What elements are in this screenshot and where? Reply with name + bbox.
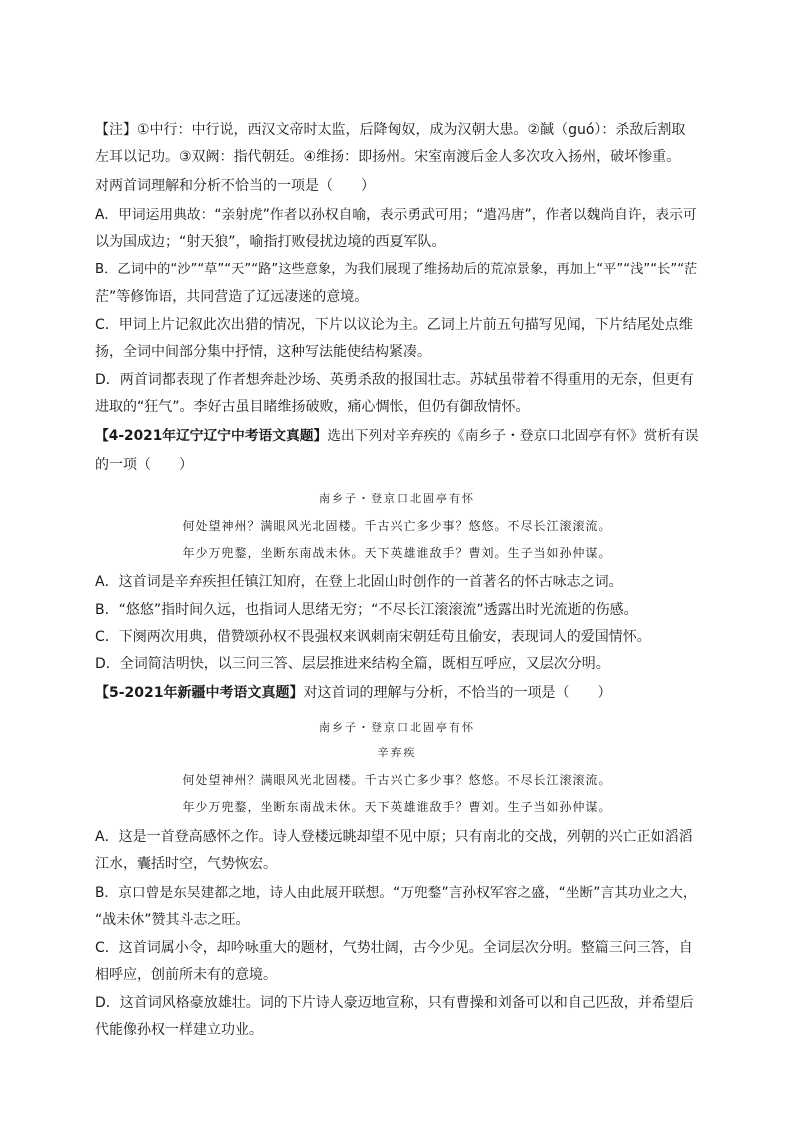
q5-stem — [95, 683, 707, 703]
q5-option-b-line-2: “战未休”赞其斗志之旺。 — [95, 912, 250, 928]
q4-option-d: D．全词简洁明快，以三问三答、层层推进来结构全篇，既相互呼应，又层次分明。 — [95, 656, 610, 672]
q5-option-d-line-1: D．这首词风格豪放雄壮。词的下片诗人豪迈地宣称，只有曹操和刘备可以和自己匹敌，并希望后 — [95, 995, 694, 1011]
q4-option-a: A．这首词是辛弃疾担任镇江知府，在登上北固山时创作的一首著名的怀古咏志之词。 — [95, 574, 623, 590]
q3-option-d-line-2: 进取的“狂气”。李好古虽目睹维扬破败，痛心惆怅，但仍有御敌情怀。 — [95, 399, 530, 415]
q4-poem-line-1: 何处望神州？满眼风光北固楼。千古兴亡多少事？悠悠。不尽长江滚滚流。 — [182, 519, 612, 533]
q3-option-b-line-1: B．乙词中的“沙”“草”“天”“路”这些意象，为我们展现了维扬劫后的荒凉景象，再加上“平”“浅”“长”“茫 — [95, 262, 698, 277]
q4-option-c: C．下阕两次用典，借赞颂孙权不畏强权来讽刺南宋朝廷苟且偷安，表现词人的爱国情怀。 — [95, 629, 651, 645]
q4-poem-line-2: 年少万兜鍪，坐断东南战未休。天下英雄谁敌手？曹刘。生子当如孙仲谋。 — [182, 546, 612, 560]
q5-option-c-line-2: 相呼应，创前所未有的意境。 — [95, 967, 277, 983]
q4-stem-line-1 — [95, 426, 707, 446]
q5-option-a-line-1: A．这是一首登高感怀之作。诗人登楼远眺却望不见中原；只有南北的交战，列朝的兴亡正如滔滔 — [95, 829, 693, 845]
note-line-2: 左耳以记功。③双阙：指代朝廷。④维扬：即扬州。宋室南渡后金人多次攻入扬州，破坏惨重。 — [95, 149, 681, 165]
q5-poem-author: 辛弃疾 — [377, 746, 417, 759]
q5-poem-line-1: 何处望神州？满眼风光北固楼。千古兴亡多少事？悠悠。不尽长江滚滚流。 — [182, 773, 612, 787]
q4-stem-text: 选出下列对辛弃疾的《南乡子・登京口北固亭有怀》赏析有误 — [327, 428, 699, 444]
q5-option-a-line-2: 江水，囊括时空，气势恢宏。 — [95, 856, 277, 872]
q4-source-tag: 【4-2021年辽宁辽宁中考语文真题】 — [95, 428, 328, 444]
q5-option-c-line-1: C．这首词属小令，却吟咏重大的题材，气势壮阔，古今少见。全词层次分明。整篇三问三答，自 — [95, 940, 693, 956]
q4-option-b: B．“悠悠”指时间久远，也指词人思绪无穷；“不尽长江滚滚流”透露出时光流逝的伤感。 — [95, 602, 638, 618]
q3-option-c-line-2: 扬，全词中间部分集中抒情，这种写法能使结构紧凑。 — [95, 344, 431, 360]
q5-option-d-line-2: 代能像孙权一样建立功业。 — [95, 1022, 263, 1038]
q4-poem-title: 南乡子・登京口北固亭有怀 — [319, 492, 475, 505]
q5-poem-line-2: 年少万兜鍪，坐断东南战未休。天下英雄谁敌手？曹刘。生子当如孙仲谋。 — [182, 800, 612, 814]
q3-option-a-line-2: 以为国成边；“射天狼”，喻指打败侵扰边境的西夏军队。 — [95, 234, 446, 250]
q3-option-c-line-1: C．甲词上片记叙此次出猎的情况，下片以议论为主。乙词上片前五句描写见闻，下片结尾处点维 — [95, 317, 693, 333]
q5-option-b-line-1: B．京口曾是东吴建都之地，诗人由此展开联想。“万兜鍪”言孙权军容之盛，“坐断”言其功业之大， — [95, 885, 697, 901]
note-line-1: 【注】①中行：中行说，西汉文帝时太监，后降匈奴，成为汉朝大患。②馘（guó）：杀敌后割取 — [95, 122, 686, 138]
q5-source-tag: 【5-2021年新疆中考语文真题】 — [95, 685, 304, 701]
q5-poem-title: 南乡子・登京口北固亭有怀 — [319, 721, 475, 734]
q3-stem: 对两首词理解和分析不恰当的一项是（ ） — [95, 178, 375, 194]
q4-stem-line-2: 的一项（ ） — [95, 457, 193, 473]
q3-option-b-line-2: 茫”等修饰语，共同营造了辽远凄迷的意境。 — [95, 289, 369, 305]
q5-stem-text: 对这首词的理解与分析，不恰当的一项是（ ） — [303, 685, 612, 701]
q3-option-a-line-1: A．甲词运用典故：“亲射虎”作者以孙权自喻，表示勇武可用；“遣冯唐”，作者以魏尚自许，表示可 — [95, 207, 697, 223]
q3-option-d-line-1: D．两首词都表现了作者想奔赴沙场、英勇杀敌的报国壮志。苏轼虽带着不得重用的无奈，但更有 — [95, 372, 694, 388]
